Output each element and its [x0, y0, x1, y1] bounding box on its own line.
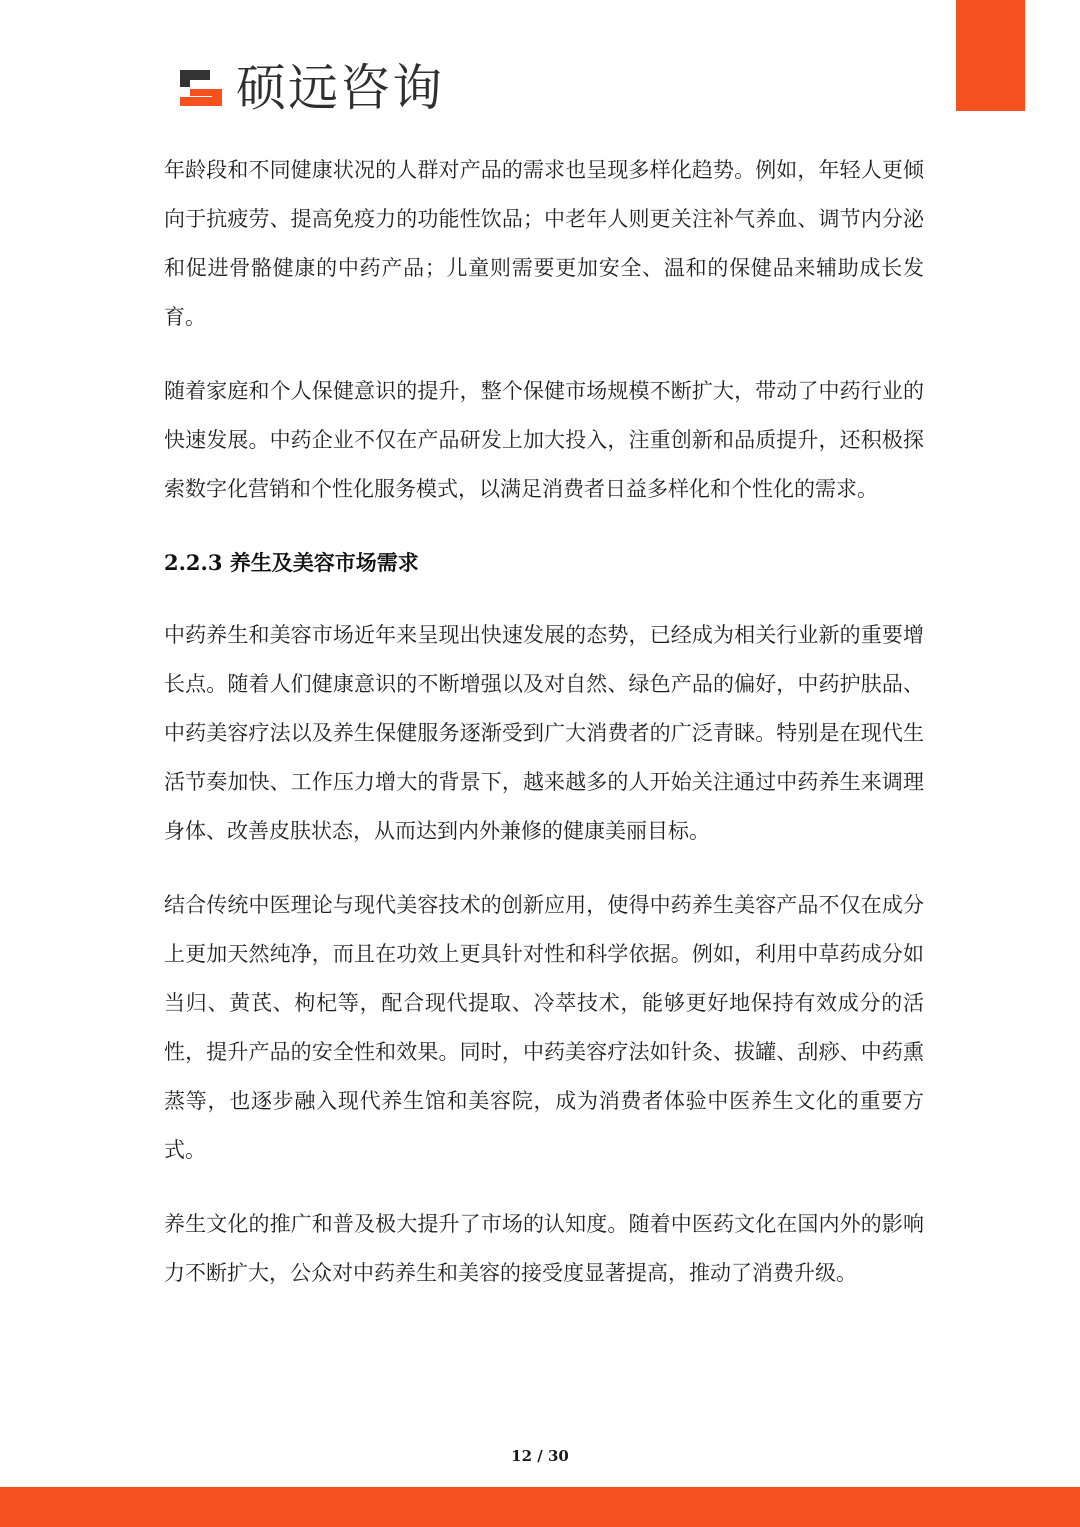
s-bracket-logo-icon: [176, 66, 226, 110]
brand-name: 硕远咨询: [236, 59, 444, 117]
body-paragraph: 结合传统中医理论与现代美容技术的创新应用，使得中药养生美容产品不仅在成分上更加天然纯净，而且在功效上更具针对性和科学依据。例如，利用中草药成分如当归、黄芪、枸杞等，配合现代提取、冷萃技术，能够更好地保持有效成分的活性，提升产品的安全性和效果。同时，中药美容疗法如针灸、拔罐、刮痧、中药熏蒸等，也逐步融入现代养生馆和美容院，成为消费者体验中医养生文化的重要方式。: [164, 893, 924, 1162]
body-paragraph: 养生文化的推广和普及极大提升了市场的认知度。随着中医药文化在国内外的影响力不断扩大，公众对中药养生和美容的接受度显著提高，推动了消费升级。: [164, 1212, 924, 1285]
page-body: [164, 146, 924, 1298]
body-paragraph: 年龄段和不同健康状况的人群对产品的需求也呈现多样化趋势。例如，年轻人更倾向于抗疲劳、提高免疫力的功能性饮品；中老年人则更关注补气养血、调节内分泌和促进骨骼健康的中药产品；儿童则需要更加安全、温和的保健品来辅助成长发育。: [164, 158, 924, 329]
page-number: 12 / 30: [511, 1447, 569, 1465]
body-paragraph: 中药养生和美容市场近年来呈现出快速发展的态势，已经成为相关行业新的重要增长点。随着人们健康意识的不断增强以及对自然、绿色产品的偏好，中药护肤品、中药美容疗法以及养生保健服务逐渐受到广大消费者的广泛青睐。特别是在现代生活节奏加快、工作压力增大的背景下，越来越多的人开始关注通过中药养生来调理身体、改善皮肤状态，从而达到内外兼修的健康美丽目标。: [164, 623, 924, 843]
body-paragraph: 随着家庭和个人保健意识的提升，整个保健市场规模不断扩大，带动了中药行业的快速发展。中药企业不仅在产品研发上加大投入，注重创新和品质提升，还积极探索数字化营销和个性化服务模式，以满足消费者日益多样化和个性化的需求。: [164, 379, 924, 501]
footer-accent-bar: [0, 1487, 1080, 1527]
section-heading: 2.2.3 养生及美容市场需求: [164, 550, 419, 575]
brand-logo: [176, 60, 444, 116]
corner-accent-tab: [956, 0, 1025, 111]
